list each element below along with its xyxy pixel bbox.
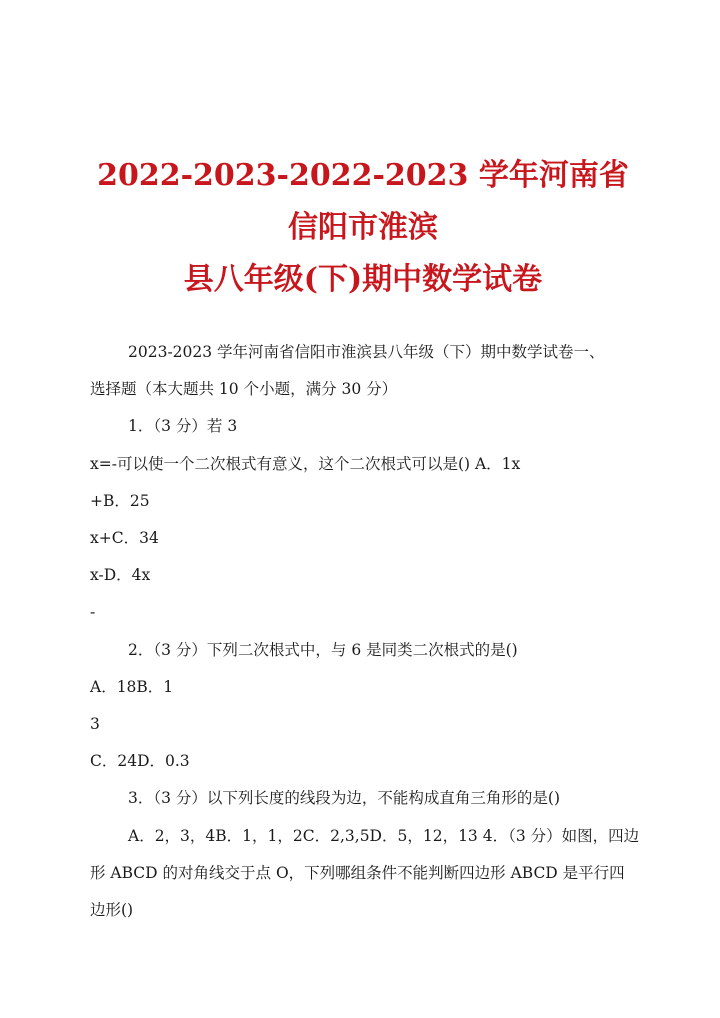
document-title [90, 0, 636, 306]
question-2-option: A．18B．1 [90, 677, 174, 696]
question-1-option: x+C．34 [90, 529, 159, 548]
title-line-2: 县八年级(下)期中数学试卷 [183, 262, 543, 297]
question-1-stem: 1．（3 分）若 3 [128, 417, 238, 436]
question-2-stem: 2．（3 分）下列二次根式中，与 6 是同类二次根式的是() [128, 640, 518, 659]
question-1-line: - [90, 603, 96, 622]
question-1-option: +B．25 [90, 491, 150, 510]
question-3-stem: 3．（3 分）以下列长度的线段为边，不能构成直角三角形的是() [128, 789, 560, 808]
title-line-1: 2022-2023-2022-2023 学年河南省信阳市淮滨 [97, 158, 629, 245]
question-3-options: A．2，3，4B．1，1，2C．2,3,5D．5，12，13 4．（3 分）如图，四边 [128, 826, 640, 845]
body-line: 2023-2023 学年河南省信阳市淮滨县八年级（下）期中数学试卷一、 [128, 343, 605, 361]
question-4-line: 形 ABCD 的对角线交于点 O，下列哪组条件不能判断四边形 ABCD 是平行四 [90, 863, 625, 882]
question-2-option: C．24D．0.3 [90, 752, 190, 771]
document-body [90, 334, 640, 929]
body-line: 选择题（本大题共 10 个小题，满分 30 分） [90, 380, 398, 399]
question-1-option: x-D．4x [90, 566, 151, 585]
question-2-line: 3 [90, 715, 100, 734]
question-1-line: x=-可以使一个二次根式有意义，这个二次根式可以是() A．1x [90, 454, 521, 473]
question-4-line: 边形() [90, 901, 134, 920]
